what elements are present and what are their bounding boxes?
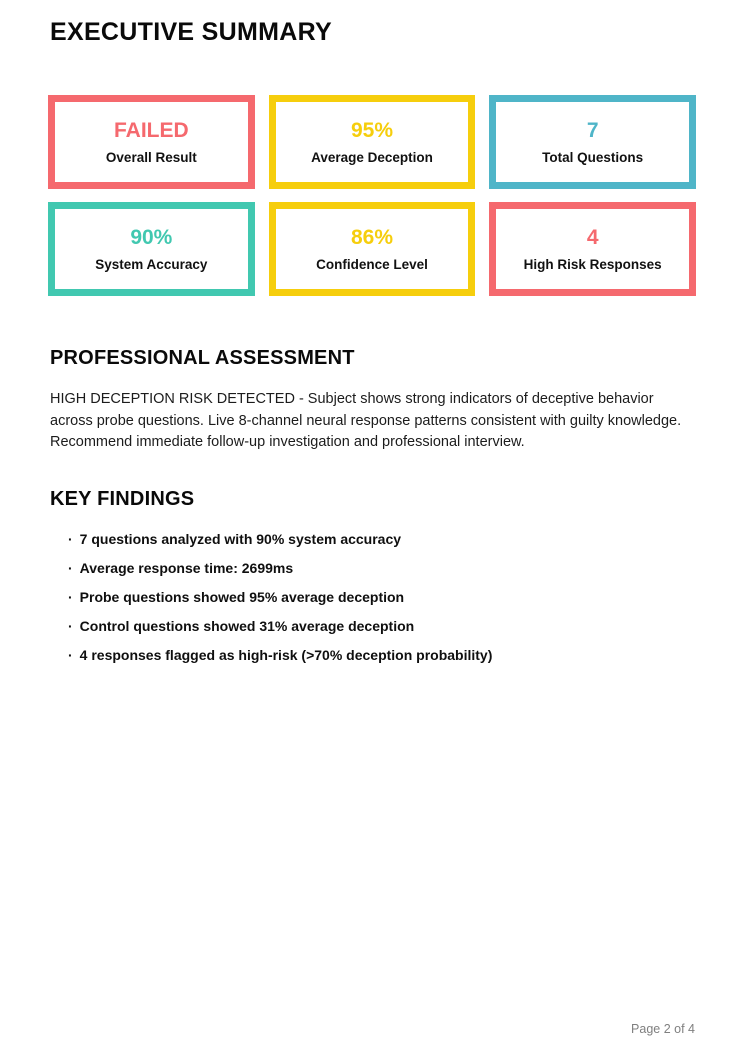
key-finding-item [68,590,696,605]
bullet-dot: · [68,530,73,547]
professional-assessment-heading: PROFESSIONAL ASSESSMENT [50,347,355,369]
stat-card-total-questions [489,95,696,189]
stat-label: System Accuracy [95,256,208,272]
stat-value: 95% [350,118,393,142]
key-finding-item [68,619,696,634]
key-finding-text: Average response time: 2699ms [79,559,294,576]
bullet-dot: · [68,646,73,663]
key-finding-item [68,648,696,663]
key-finding-item [68,532,696,547]
report-page [0,18,743,1062]
stat-label: Average Deception [311,149,433,165]
stat-label: Overall Result [105,149,197,165]
stat-value: 86% [350,225,393,249]
stat-card-high-risk-responses [489,202,696,296]
key-findings-list [50,532,696,663]
stat-card-overall-result [48,95,255,189]
key-finding-text: 4 responses flagged as high-risk (>70% deception probability) [79,646,493,663]
key-finding-item [68,561,696,576]
bullet-dot: · [68,617,73,634]
stat-card-grid [48,95,696,296]
key-findings-heading: KEY FINDINGS [50,487,195,510]
stat-card-system-accuracy [48,202,255,296]
page-content [0,18,743,663]
stat-value: 4 [586,225,599,249]
page-number: Page 2 of 4 [631,1022,695,1036]
stat-value: 90% [130,225,173,249]
bullet-dot: · [68,559,73,576]
stat-value: 7 [586,118,599,142]
stat-label: Total Questions [542,149,644,165]
page-title: EXECUTIVE SUMMARY [50,18,332,46]
stat-card-confidence-level [269,202,476,296]
stat-value: FAILED [113,118,189,142]
key-finding-text: 7 questions analyzed with 90% system accuracy [79,530,402,547]
bullet-dot: · [68,588,73,605]
key-finding-text: Probe questions showed 95% average deception [79,588,405,605]
stat-card-average-deception [269,95,476,189]
professional-assessment-body: HIGH DECEPTION RISK DETECTED - Subject shows strong indicators of deceptive behavior across probe questions. Live 8-channel neural response patterns consistent with guilty knowledge. Recommend immediate follow-up investigation and professional interview. [50,391,682,450]
key-finding-text: Control questions showed 31% average deception [79,617,415,634]
stat-label: High Risk Responses [523,256,662,272]
stat-label: Confidence Level [316,256,428,272]
